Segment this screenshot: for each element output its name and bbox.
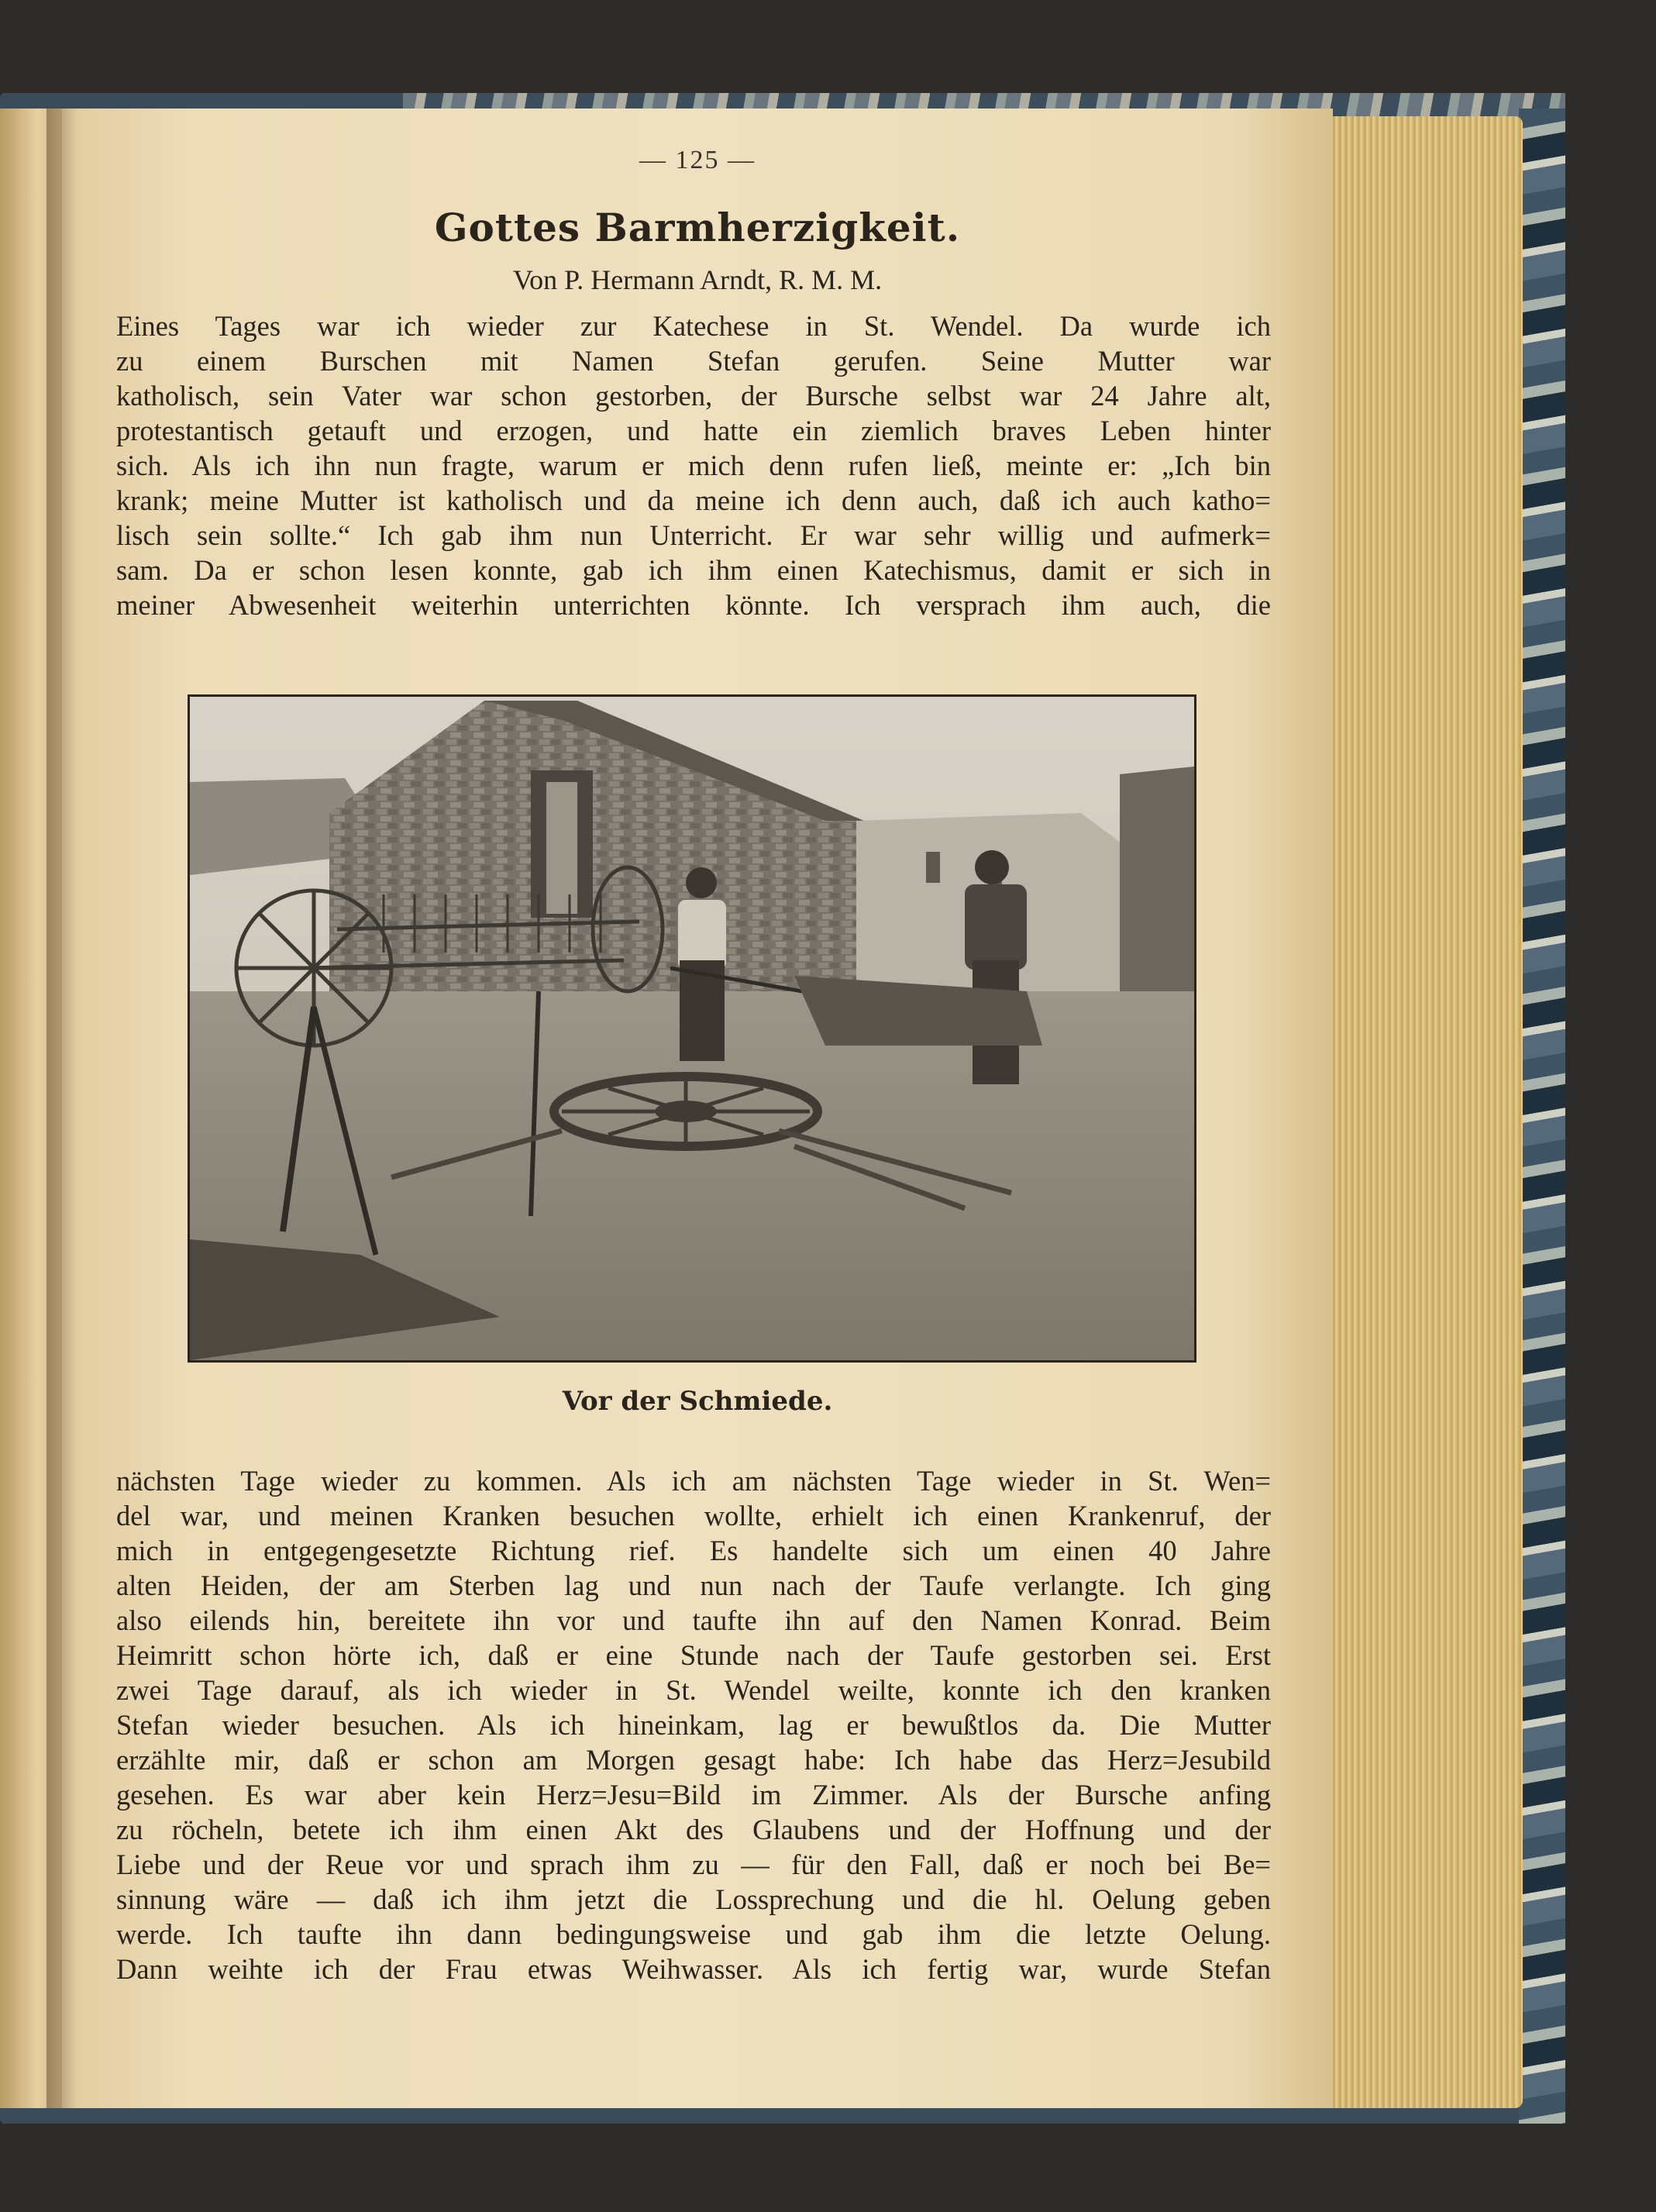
text-line: also eilends hin, bereitete ihn vor und taufte ihn auf den Namen Konrad. Beim — [116, 1604, 1271, 1636]
text-line: del war, und meinen Kranken besuchen wollte, erhielt ich einen Krankenruf, der — [116, 1500, 1271, 1532]
text-line: katholisch, sein Vater war schon gestorben, der Bursche selbst war 24 Jahre alt, — [116, 380, 1271, 412]
page-block-edges — [1333, 116, 1523, 2108]
photo-caption: Vor der Schmiede. — [562, 1386, 833, 1417]
text-line: Liebe und der Reue vor und sprach ihm zu — für den Fall, daß er noch bei Be= — [116, 1849, 1271, 1880]
marbled-edge-right — [1519, 109, 1565, 2124]
page-gutter-shadow — [46, 109, 77, 2108]
text-line: lisch sein sollte.“ Ich gab ihm nun Unterricht. Er war sehr willig und aufmerk= — [116, 519, 1271, 551]
text-line: Dann weihte ich der Frau etwas Weihwasser. Als ich fertig war, wurde Stefan — [116, 1953, 1271, 1985]
text-line: alten Heiden, der am Sterben lag und nun nach der Taufe verlangte. Ich ging — [116, 1569, 1271, 1601]
paragraph-1 — [116, 308, 1271, 622]
text-line: zu einem Burschen mit Namen Stefan gerufen. Seine Mutter war — [116, 345, 1271, 377]
text-line: mich in entgegengesetzte Richtung rief. Es handelte sich um einen 40 Jahre — [116, 1535, 1271, 1566]
text-line: sinnung wäre — daß ich ihm jetzt die Lossprechung und die hl. Oelung geben — [116, 1883, 1271, 1915]
text-line: Eines Tages war ich wieder zur Katechese in St. Wendel. Da wurde ich — [116, 310, 1271, 342]
text-line: zu röcheln, betete ich ihm einen Akt des Glaubens und der Hoffnung und der — [116, 1814, 1271, 1845]
text-line: zwei Tage darauf, als ich wieder in St. Wendel weilte, konnte ich den kranken — [116, 1674, 1271, 1706]
text-line: nächsten Tage wieder zu kommen. Als ich am nächsten Tage wieder in St. Wen= — [116, 1465, 1271, 1497]
text-line: sich. Als ich ihn nun fragte, warum er mich denn rufen ließ, meinte er: „Ich bin — [116, 450, 1271, 481]
article-byline: Von P. Hermann Arndt, R. M. M. — [512, 264, 883, 295]
text-line: sam. Da er schon lesen konnte, gab ich ihm einen Katechismus, damit er sich in — [116, 554, 1271, 586]
text-line: protestantisch getauft und erzogen, und hatte ein ziemlich braves Leben hinter — [116, 415, 1271, 446]
text-line: Stefan wieder besuchen. Als ich hineinkam, lag er bewußtlos da. Die Mutter — [116, 1709, 1271, 1741]
text-line: krank; meine Mutter ist katholisch und da meine ich denn auch, daß ich auch katho= — [116, 484, 1271, 516]
photo-illustration — [190, 697, 1194, 1360]
text-line: Heimritt schon hörte ich, daß er eine Stunde nach der Taufe gestorben sei. Erst — [116, 1639, 1271, 1671]
book-page — [62, 109, 1333, 2108]
paragraph-2 — [116, 1463, 1271, 1986]
text-line: gesehen. Es war aber kein Herz=Jesu=Bild im Zimmer. Als der Bursche anfing — [116, 1779, 1271, 1811]
text-line: meiner Abwesenheit weiterhin unterrichten könnte. Ich versprach ihm auch, die — [116, 589, 1271, 621]
page-number: — 125 — — [639, 146, 756, 174]
article-title: Gottes Barmherzigkeit. — [434, 205, 961, 250]
photo-blacksmith-scene — [188, 694, 1196, 1363]
text-line: werde. Ich taufte ihn dann bedingungsweise und gab ihm die letzte Oelung. — [116, 1918, 1271, 1950]
text-line: erzählte mir, daß er schon am Morgen gesagt habe: Ich habe das Herz=Jesubild — [116, 1744, 1271, 1776]
